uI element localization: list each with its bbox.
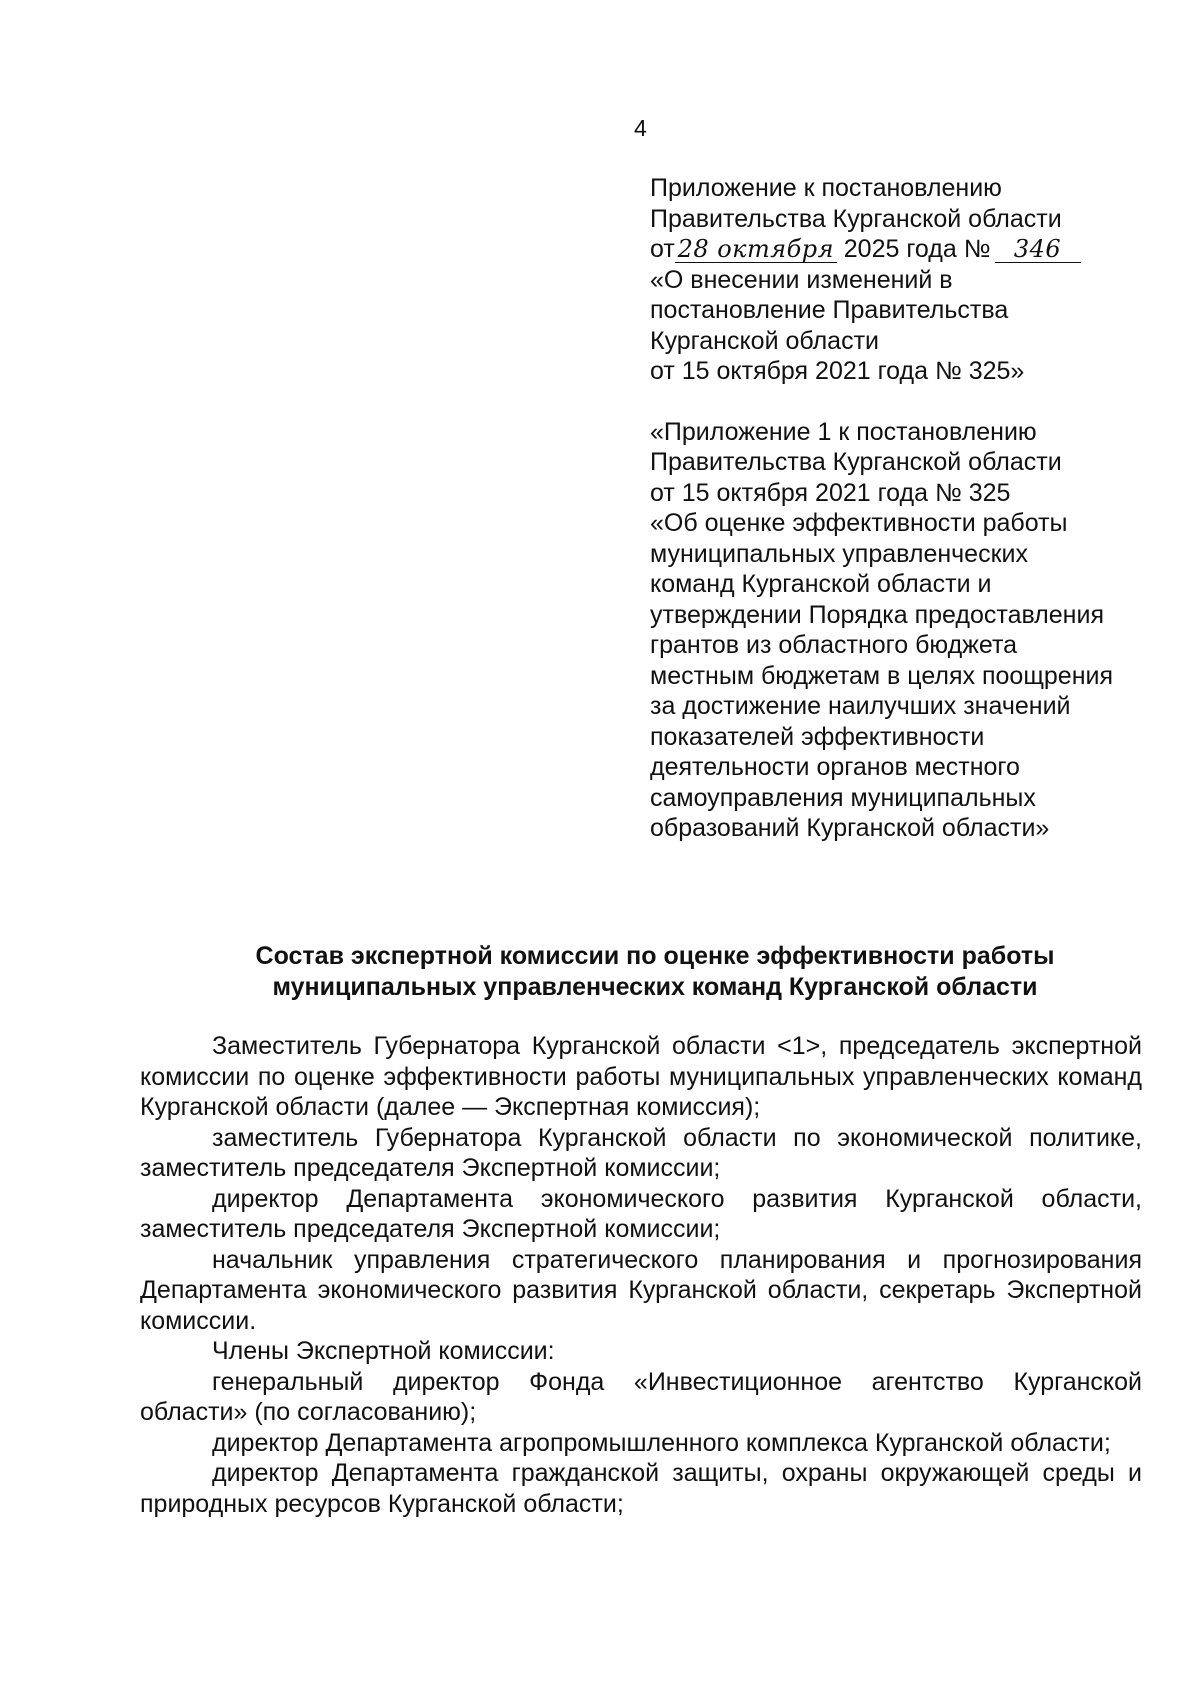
appendix-date-prefix: от (650, 235, 675, 263)
appendix-2-line: утверждении Порядка предоставления (650, 600, 1104, 629)
appendix-line: Курганской области (650, 326, 880, 355)
appendix-2-line: «Об оценке эффективности работы (650, 509, 1068, 537)
member-paragraph: директор Департамента гражданской защиты, охраны окружающей среды и природных ресурсов Курганской области; (140, 1459, 1142, 1518)
appendix-2-line: «Приложение 1 к постановлению (650, 417, 1037, 446)
appendix-line: Приложение к постановлению (650, 174, 1002, 202)
appendix-line: постановление Правительства (650, 296, 1009, 324)
appendix-header (650, 173, 1170, 844)
appendix-2-line: от 15 октября 2021 года № 325 (650, 478, 1011, 507)
appendix-2-line: показателей эффективности (650, 722, 985, 751)
document-heading (140, 941, 1170, 1002)
appendix-line: от 15 октября 2021 года № 325» (650, 357, 1025, 385)
commission-members-list (140, 1031, 1142, 1519)
member-paragraph: Заместитель Губернатора Курганской области <1>, председатель экспертной комиссии по оценке эффективности работы муниципальных управленческих команд Курганской области (далее — Экспертная комиссия); (140, 1032, 1142, 1121)
members-subheading: Члены Экспертной комиссии: (212, 1337, 555, 1365)
appendix-year-label: 2025 года № (843, 235, 991, 263)
heading-line-1: Состав экспертной комиссии по оценке эффективности работы (255, 942, 1055, 970)
appendix-2-line: местным бюджетам в целях поощрения (650, 661, 1114, 690)
member-paragraph: директор Департамента экономического развития Курганской области, заместитель председателя Экспертной комиссии; (140, 1184, 1142, 1243)
appendix-2-line: за достижение наилучших значений (650, 692, 1071, 720)
handwritten-number-field (995, 236, 1081, 263)
member-paragraph: генеральный директор Фонда «Инвестиционное агентство Курганской области» (по согласованию); (140, 1367, 1142, 1426)
member-paragraph: начальник управления стратегического планирования и прогнозирования Департамента экономического развития Курганской области, секретарь Экспертной комиссии. (140, 1245, 1142, 1335)
handwritten-date-field (675, 236, 837, 263)
appendix-2-line: деятельности органов местного (650, 753, 1020, 781)
appendix-date-line (650, 234, 1170, 265)
handwritten-number: 346 (1013, 235, 1062, 263)
page-number: 4 (634, 115, 647, 141)
member-paragraph: заместитель Губернатора Курганской области по экономической политике, заместитель председателя Экспертной комиссии; (140, 1123, 1142, 1182)
appendix-2-line: Правительства Курганской области (650, 448, 1062, 476)
spacer (650, 387, 1170, 417)
appendix-2-line: самоуправления муниципальных (650, 783, 1036, 812)
appendix-line: «О внесении изменений в (650, 265, 953, 294)
handwritten-date: 28 октября (677, 235, 835, 263)
appendix-2-line: команд Курганской области и (650, 570, 992, 598)
heading-line-2: муниципальных управленческих команд Курганской области (272, 972, 1038, 1001)
appendix-2-line: образований Курганской области» (650, 814, 1050, 842)
appendix-2-line: грантов из областного бюджета (650, 631, 1018, 659)
appendix-line: Правительства Курганской области (650, 204, 1062, 233)
member-paragraph: директор Департамента агропромышленного комплекса Курганской области; (212, 1428, 1111, 1457)
appendix-2-line: муниципальных управленческих (650, 539, 1028, 568)
